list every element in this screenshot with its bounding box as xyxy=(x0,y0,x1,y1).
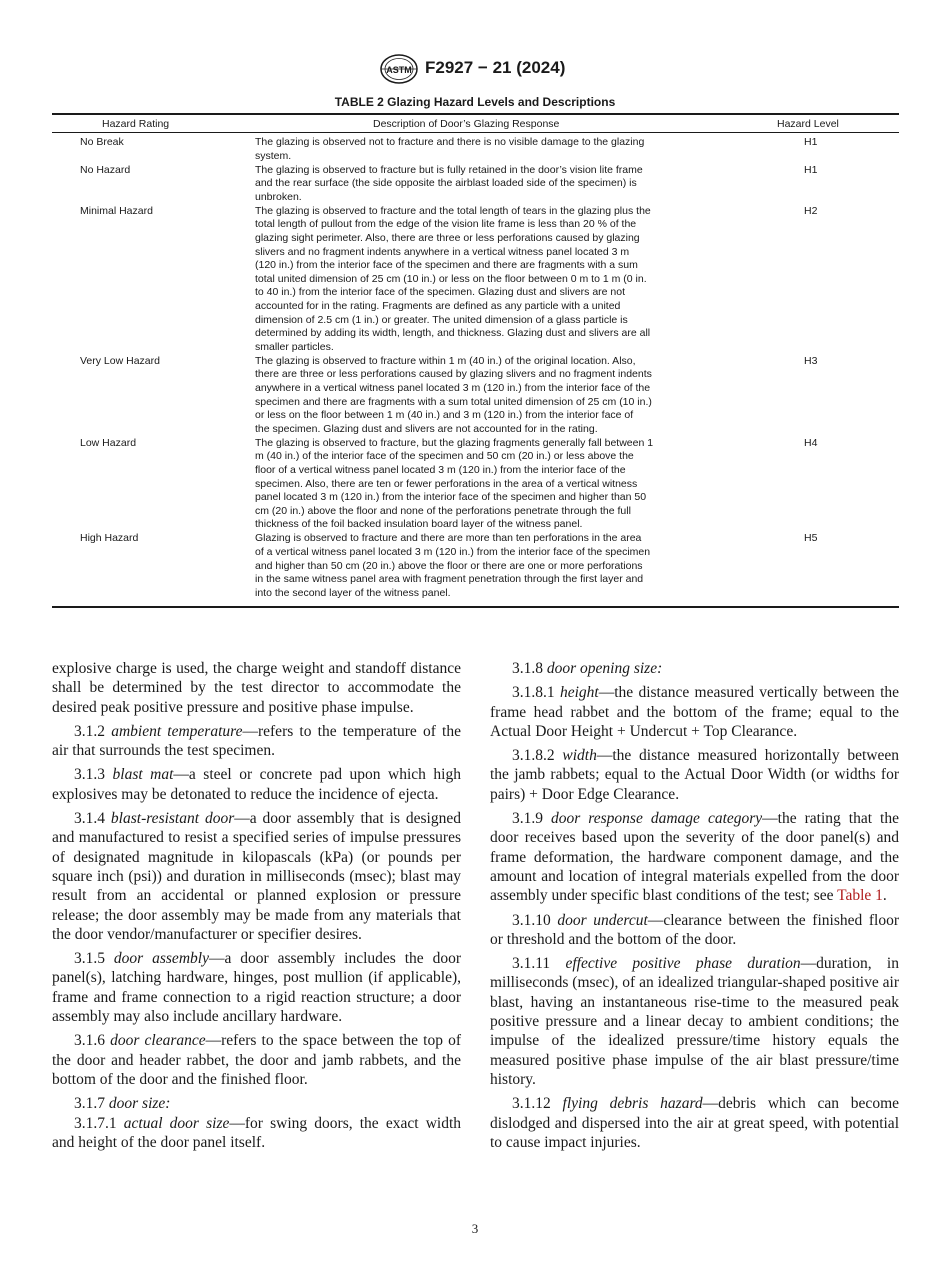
logo-text: ASTM xyxy=(386,65,412,75)
description-line: The glazing is observed to fracture and the total length of tears in the glazing plus the xyxy=(255,204,651,217)
column-header-hazard-level: Hazard Level xyxy=(777,118,839,130)
description-line: The glazing is observed to fracture within 1 m (40 in.) of the original location. Also, xyxy=(255,354,636,367)
table-bottom-rule xyxy=(52,606,899,608)
description-line: there are three or less perforations caused by glazing slivers and no fragment indents xyxy=(255,368,652,381)
hazard-rating-cell: Minimal Hazard xyxy=(80,204,153,217)
description-line: The glazing is observed to fracture, but the glazing fragments generally fall between 1 xyxy=(255,436,654,449)
definition-text: —clearance between the finished floor or threshold and the bottom of the door. xyxy=(490,911,899,948)
definition-text: —debris which can become dislodged and dispersed into the air at great speed, with potential to cause impact injuries. xyxy=(490,1095,900,1151)
description-line: The glazing is observed not to fracture and there is no visible damage to the glazing xyxy=(255,136,645,148)
section-3-1-11 xyxy=(490,954,899,1089)
section-3-1-2 xyxy=(52,722,461,761)
document-designation: F2927 − 21 (2024) xyxy=(425,58,566,77)
description-line: unbroken. xyxy=(255,190,302,203)
section-3-1-10 xyxy=(490,911,899,950)
description-line: the specimen. Glazing dust and slivers are not accounted for in the rating. xyxy=(255,422,598,435)
hazard-rating-cell: No Hazard xyxy=(80,163,131,176)
section-number: 3.1.12 xyxy=(512,1095,551,1113)
section-3-1-3 xyxy=(52,765,461,804)
section-number: 3.1.8.1 xyxy=(512,684,555,702)
description-line: to 40 in.) from the interior face of the specimen. Glazing dust and slivers are not xyxy=(255,286,626,299)
defined-term: effective positive phase duration xyxy=(565,955,801,973)
defined-term: height xyxy=(559,684,599,702)
section-number: 3.1.2 xyxy=(74,722,105,740)
hazard-level-cell: H5 xyxy=(804,532,818,545)
definition-text: —a door assembly that is designed and manufactured to resist a specified series of impulse pressures of designated magnitude in kilopascals (kPa) (or pounds per square inch (psi)) and duration in milliseconds (msec); blast may result from an accidental or planned explosion or pressure release; the door assembly may be made from any materials that the door vendor/manufacturer or specifier desires. xyxy=(52,810,461,943)
hazard-rating-cell: No Break xyxy=(80,136,124,148)
definition-text: —a steel or concrete pad upon which high explosives may be detonated to reduce the incidence of ejecta. xyxy=(52,766,461,803)
defined-term: door size: xyxy=(108,1095,171,1113)
section-3-1-9 xyxy=(490,809,899,905)
description-line: and higher than 50 cm (20 in.) above the floor or there are one or more perforations xyxy=(255,559,643,572)
description-line: total united dimension of 25 cm (10 in.) or less on the floor between 0 m to 1 m (0 in. xyxy=(255,272,647,285)
definition-text: —refers to the temperature of the air that surrounds the test specimen. xyxy=(52,722,461,760)
description-line: specimen. Also, there are ten or fewer perforations in the area of a vertical witness xyxy=(255,477,638,490)
definition-text: —refers to the space between the top of the door and header rabbet, the door and jamb rabbets, and the bottom of the door and the finished floor. xyxy=(52,1032,461,1088)
description-line: glazing sight perimeter. Also, there are three or less perforations caused by glazing xyxy=(255,231,640,244)
section-3-1-4 xyxy=(52,809,461,944)
page-header xyxy=(0,54,950,84)
hazard-level-cell: H3 xyxy=(804,354,818,367)
section-3-1-7-1 xyxy=(52,1114,461,1153)
section-number: 3.1.3 xyxy=(74,766,105,784)
hazard-rating-cell: Low Hazard xyxy=(80,436,137,449)
defined-term: door undercut xyxy=(557,911,648,929)
defined-term: width xyxy=(562,747,597,765)
column-header-hazard-rating: Hazard Rating xyxy=(102,118,170,130)
description-line: cm (20 in.) above the floor and none of the perforations penetrate through the full xyxy=(255,504,631,517)
description-line: specimen and there are fragments with a sum total united dimension of 25 cm (10 in.) xyxy=(255,395,652,408)
description-cell xyxy=(255,532,700,600)
description-cell xyxy=(255,355,700,437)
hazard-rating-cell: High Hazard xyxy=(80,532,139,545)
defined-term: door assembly xyxy=(113,950,209,968)
description-line: in the same witness panel area with fragment penetration through the first layer and xyxy=(255,573,644,586)
definition-text: —the rating that the door receives based upon the severity of the door panel(s) and frame deformation, the hardware component damage, and the amount and location of integral materials expelled from the door assembly under specific blast conditions of the test; see xyxy=(490,810,899,905)
description-line: anywhere in a vertical witness panel located 3 m (120 in.) from the interior face of the xyxy=(255,381,651,394)
section-number: 3.1.6 xyxy=(74,1032,105,1050)
section-number: 3.1.11 xyxy=(512,955,551,973)
defined-term: ambient temperature xyxy=(111,722,243,740)
description-line: (120 in.) from the interior face of the specimen and there are fragments with a sum xyxy=(255,259,638,272)
table-header-rule xyxy=(52,132,899,133)
description-line: dimension of 2.5 cm (1 in.) or greater. The united dimension of a glass particle is xyxy=(255,313,628,326)
section-number: 3.1.4 xyxy=(74,810,105,828)
description-cell xyxy=(255,205,700,355)
description-line: m (40 in.) of the interior face of the specimen and 50 cm (20 in.) or less above the xyxy=(255,450,634,463)
section-number: 3.1.5 xyxy=(74,950,105,968)
section-3-1-8-1 xyxy=(490,683,899,741)
hazard-level-cell: H4 xyxy=(804,436,818,449)
section-3-1-8 xyxy=(490,659,899,678)
table-top-rule xyxy=(52,113,899,115)
definition-text: —the distance measured horizontally between the jamb rabbets; equal to the Actual Door Width (or widths for pairs) + Door Edge Clearance. xyxy=(490,747,900,803)
section-number: 3.1.8 xyxy=(512,660,543,677)
description-line: The glazing is observed to fracture but is fully retained in the door’s vision lite frame xyxy=(255,163,643,176)
page-number: 3 xyxy=(471,1221,479,1236)
section-3-1-12 xyxy=(490,1094,899,1152)
description-line: slivers and no fragment indents anywhere in a vertical witness panel located 3 m xyxy=(255,245,630,258)
description-line: total length of pullout from the edge of the vision lite frame is less than 20 % of the xyxy=(255,218,637,231)
defined-term: door clearance xyxy=(110,1032,206,1050)
description-line: system. xyxy=(255,149,292,162)
section-3-1-5 xyxy=(52,949,461,1026)
defined-term: door opening size: xyxy=(546,660,663,677)
defined-term: blast-resistant door xyxy=(110,810,235,828)
defined-term: blast mat xyxy=(112,766,174,784)
section-number: 3.1.9 xyxy=(512,810,543,828)
definition-text: —a door assembly includes the door panel(s), latching hardware, hinges, post mullion (if applicable), frame and frame connection to a rigid reaction structure; a door assembly may also include ancillary hardware. xyxy=(52,950,462,1026)
paragraph-continuation: explosive charge is used, the charge weight and standoff distance shall be determined by the test director to accommodate the desired peak positive pressure and positive phase impulse. xyxy=(52,660,461,716)
column-header-description: Description of Door’s Glazing Response xyxy=(373,118,560,130)
section-3-1-8-2 xyxy=(490,746,899,804)
hazard-level-cell: H2 xyxy=(804,204,818,217)
description-cell xyxy=(255,437,700,532)
table-title: TABLE 2 Glazing Hazard Levels and Descriptions xyxy=(334,95,616,109)
description-cell xyxy=(255,136,700,163)
description-line: floor of a vertical witness panel located 3 m (120 in.) from the interior face of the xyxy=(255,463,626,476)
description-cell xyxy=(255,164,700,205)
hazard-level-cell: H1 xyxy=(804,163,818,176)
section-3-1-7 xyxy=(52,1094,461,1113)
description-line: accounted for in the rating. Fragments are defined as any particle with a united xyxy=(255,299,621,312)
section-number: 3.1.7.1 xyxy=(74,1114,117,1132)
left-text-column xyxy=(52,659,461,1157)
table-1-link[interactable]: Table 1 xyxy=(837,887,883,905)
description-line: smaller particles. xyxy=(255,340,334,353)
section-number: 3.1.8.2 xyxy=(512,747,555,765)
description-line: and the rear surface (the side opposite the airblast loaded side of the specimen) is xyxy=(255,177,637,190)
definition-text: —the distance measured vertically between the frame head rabbet and the bottom of the frame; equal to the Actual Door Height + Undercut + Top Clearance. xyxy=(490,684,900,740)
description-line: into the second layer of the witness panel. xyxy=(255,586,451,599)
defined-term: flying debris hazard xyxy=(562,1095,703,1113)
definition-text: —for swing doors, the exact width and height of the door panel itself. xyxy=(52,1114,461,1151)
description-line: panel located 3 m (120 in.) from the interior face of the specimen and higher than 50 xyxy=(255,491,647,504)
astm-logo-icon xyxy=(380,54,418,84)
section-3-1-6 xyxy=(52,1031,461,1089)
description-line: of a vertical witness panel located 3 m (120 in.) from the interior face of the specimen xyxy=(255,545,651,558)
definition-text: —duration, in milliseconds (msec), of an idealized triangular-shaped positive air blast, having an instantaneous rise-time to the measured peak positive pressure and a linear decay to ambient conditions; the impulse of the idealized pressure/time history equals the measured positive phase impulse of the air blast pressure/time history. xyxy=(490,955,899,1088)
defined-term: actual door size xyxy=(123,1114,230,1132)
description-line: Glazing is observed to fracture and there are more than ten perforations in the area xyxy=(255,532,642,545)
description-line: determined by adding its width, length, and thickness. Glazing dust and slivers are all xyxy=(255,327,651,340)
hazard-rating-cell: Very Low Hazard xyxy=(80,354,160,367)
hazard-level-cell: H1 xyxy=(804,136,818,148)
description-line: thickness of the foil backed insulation board layer of the witness panel. xyxy=(255,518,583,531)
right-text-column xyxy=(490,659,899,1157)
description-line: or less on the floor between 1 m (40 in.) and 3 m (120 in.) from the interior face of xyxy=(255,409,634,422)
section-number: 3.1.10 xyxy=(512,911,551,929)
section-number: 3.1.7 xyxy=(74,1095,105,1113)
sentence-end: . xyxy=(882,887,887,905)
defined-term: door response damage category xyxy=(551,810,763,828)
